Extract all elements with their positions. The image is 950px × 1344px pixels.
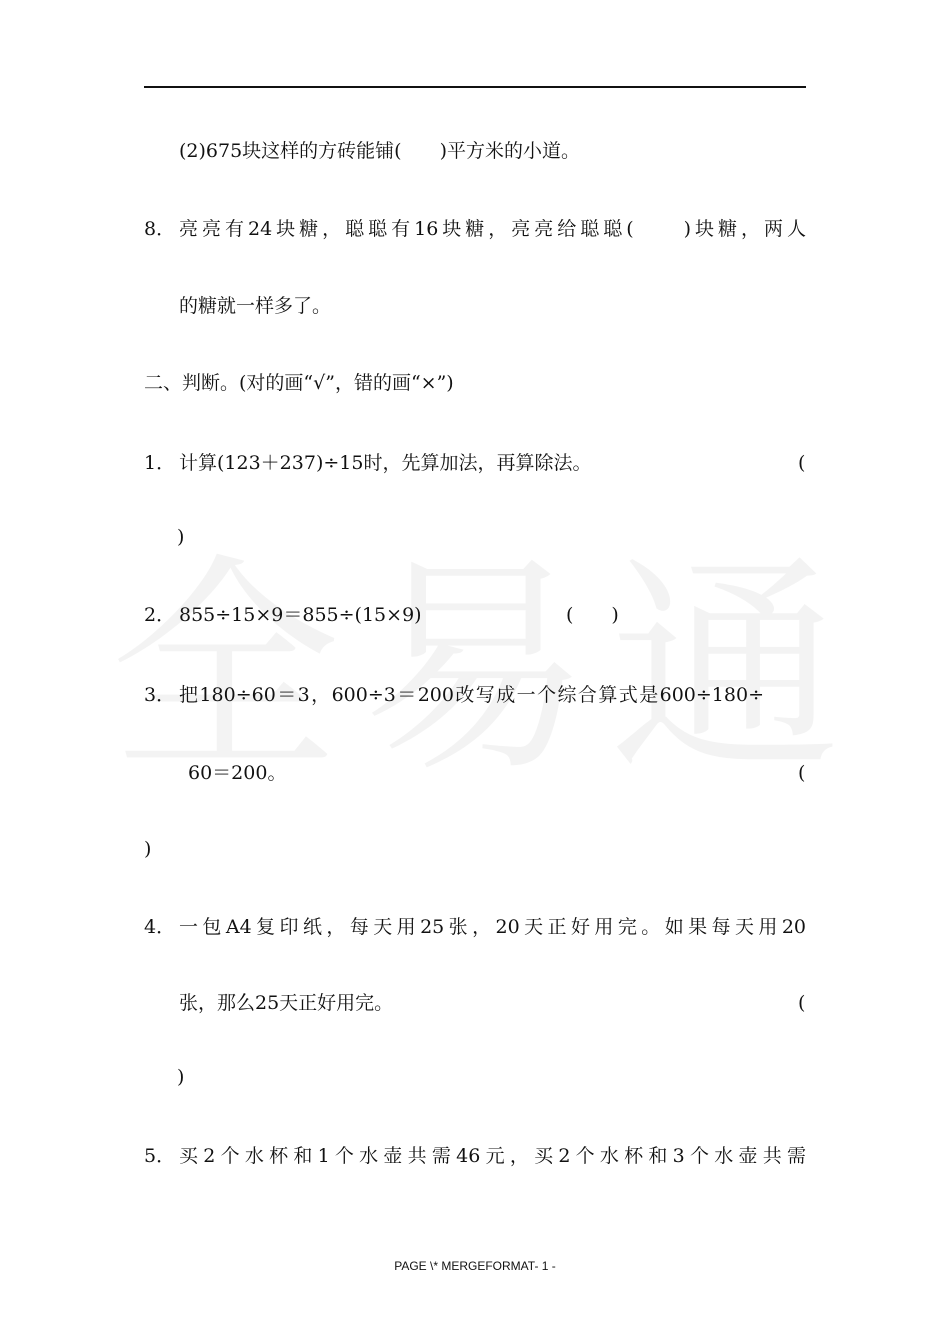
- q8-line-2: 的糖就一样多了。: [179, 295, 332, 317]
- j4-answer-close: ): [177, 1066, 185, 1088]
- j4-line-1: 一包A4复印纸，每天用25张，20天正好用完。如果每天用20: [179, 916, 806, 938]
- q7-part2-line: (2)675块这样的方砖能铺( )平方米的小道。: [179, 140, 581, 162]
- j2-number: 2．: [144, 604, 176, 626]
- j1-answer-open: (: [798, 452, 806, 474]
- j5-number: 5．: [144, 1145, 176, 1167]
- header-rule: [144, 86, 806, 88]
- page-footer: PAGE \* MERGEFORMAT- 1 -: [394, 1259, 556, 1273]
- j1-number: 1．: [144, 452, 176, 474]
- j4-number: 4．: [144, 916, 176, 938]
- j3-answer-close: ): [144, 838, 152, 860]
- q8-number: 8．: [144, 218, 176, 240]
- q8-line-1: 亮亮有24块糖，聪聪有16块糖，亮亮给聪聪( )块糖，两人: [179, 218, 806, 240]
- j3-number: 3．: [144, 684, 176, 706]
- j3-line-1: 把180÷60＝3，600÷3＝200改写成一个综合算式是600÷180÷: [179, 684, 764, 706]
- j2-text: 855÷15×9＝855÷(15×9): [179, 604, 422, 626]
- j2-answer-blank: ( ): [566, 604, 619, 626]
- j4-line-2: 张，那么25天正好用完。: [179, 992, 394, 1014]
- j3-answer-open: (: [798, 762, 806, 784]
- j1-text: 计算(123＋237)÷15时，先算加法，再算除法。: [179, 452, 592, 474]
- j4-answer-open: (: [798, 992, 806, 1014]
- section-2-title: 二、判断。(对的画“√”，错的画“×”): [144, 372, 454, 394]
- j3-line-2: 60＝200。: [188, 762, 287, 784]
- j1-answer-close: ): [177, 526, 185, 548]
- j5-line-1: 买2个水杯和1个水壶共需46元，买2个水杯和3个水壶共需: [179, 1145, 806, 1167]
